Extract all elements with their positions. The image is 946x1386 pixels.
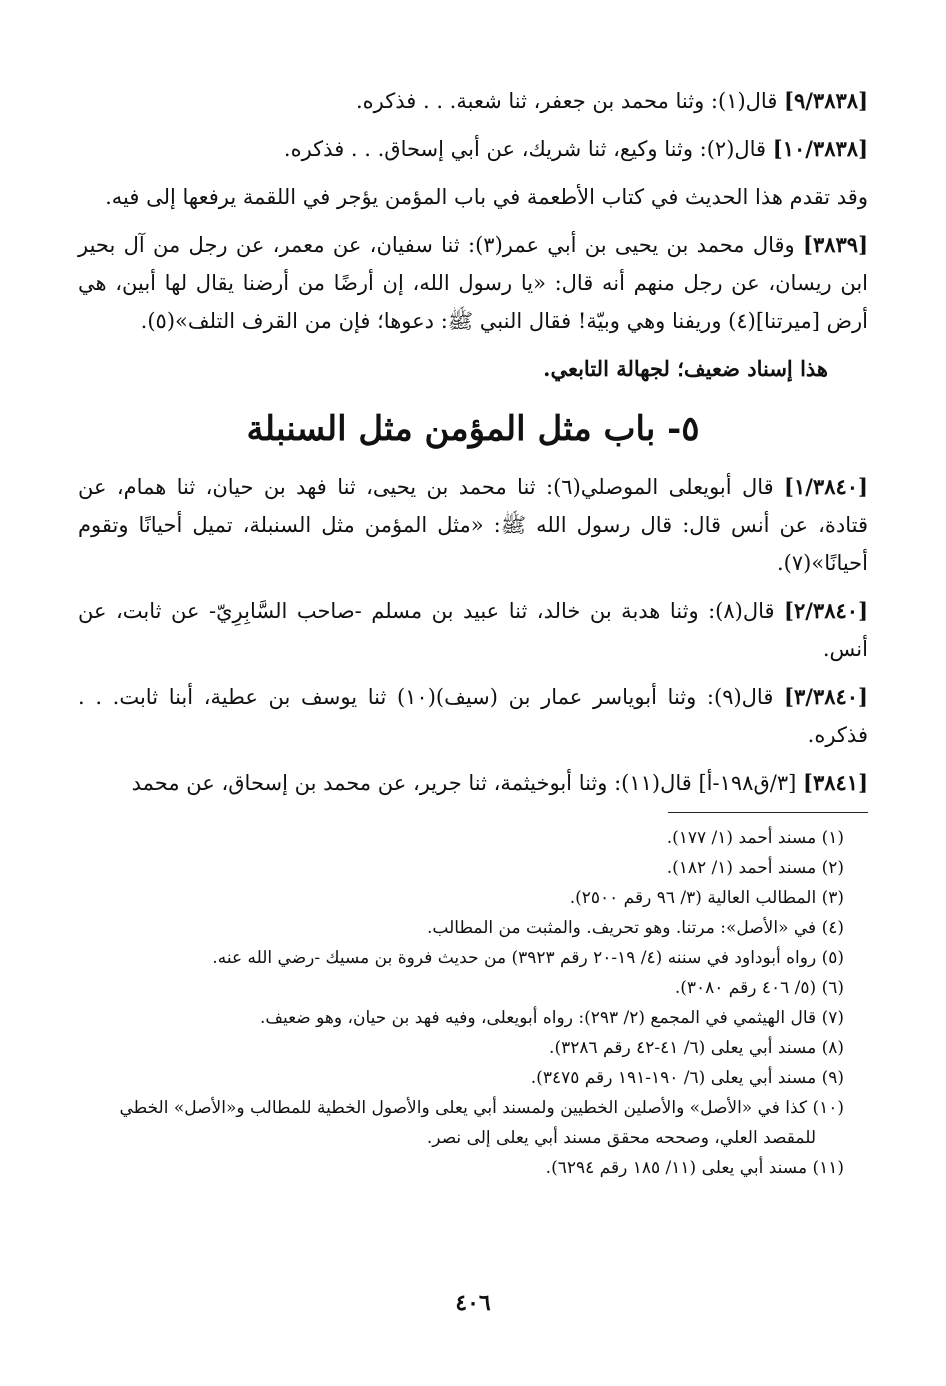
footnote: (١) مسند أحمد (١/ ١٧٧).: [666, 828, 844, 848]
hadith-text: وقال محمد بن يحيى بن أبي عمر(٣): ثنا سفيان، عن معمر، عن رجل من آل بحير ابن ريسان، عن رجل منهم أنه قال: «يا رسول الله، إن أرضًا من أرضنا يقال لها أبين، هي أرض [ميرتنا](٤) وريفنا وهي وبيّة! فقال النبي ﷺ: دعوها؛ فإن من القرف التلف»(٥).: [78, 233, 868, 333]
commentary-paragraph: [78, 178, 868, 216]
footnote: (٣) المطالب العالية (٣/ ٩٦ رقم ٢٥٠٠).: [569, 888, 844, 908]
book-page: [78, 82, 868, 1372]
footnote: (١٠) كذا في «الأصل» والأصلين الخطيين ولمسند أبي يعلى والأصول الخطية للمطالب و«الأصل» الخطي: [119, 1098, 844, 1118]
footnote-continuation: للمقصد العلي، وصححه محقق مسند أبي يعلى إلى نصر.: [426, 1128, 816, 1148]
hadith-text: قال(٩): وثنا أبوياسر عمار بن (سيف)(١٠) ثنا يوسف بن عطية، أبنا ثابت. . . فذكره.: [78, 685, 868, 747]
footnote: (١١) مسند أبي يعلى (١١/ ١٨٥ رقم ٦٢٩٤).: [545, 1158, 844, 1178]
footnotes: [78, 823, 868, 1183]
hadith-number: [٣/٣٨٤٠]: [784, 684, 868, 709]
hadith-number: [١٠/٣٨٣٨]: [772, 136, 868, 161]
hadith-number: [١/٣٨٤٠]: [784, 474, 868, 499]
footnote: (٦) (٥/ ٤٠٦ رقم ٣٠٨٠).: [674, 978, 844, 998]
hadith-paragraph: [78, 130, 868, 168]
hadith-paragraph: [78, 592, 868, 668]
footnote: (٥) رواه أبوداود في سننه (٤/ ١٩-٢٠ رقم ٣٩٢٣) من حديث فروة بن مسيك -رضي الله عنه.: [212, 948, 844, 968]
footnote: (٧) قال الهيثمي في المجمع (٢/ ٢٩٣): رواه أبويعلى، وفيه فهد بن حيان، وهو ضعيف.: [259, 1008, 844, 1028]
hadith-number: [٣٨٤١]: [803, 770, 868, 795]
hadith-paragraph: [78, 678, 868, 754]
commentary-text: وقد تقدم هذا الحديث في كتاب الأطعمة في باب المؤمن يؤجر في اللقمة يرفعها إلى فيه.: [105, 185, 868, 209]
chapter-title: ٥- باب مثل المؤمن مثل السنبلة: [246, 409, 700, 449]
hadith-number: [٢/٣٨٤٠]: [784, 598, 868, 623]
footnote-separator: [668, 812, 868, 813]
hadith-paragraph: [78, 226, 868, 340]
hadith-text: [٣/ق١٩٨-أ] قال(١١): وثنا أبوخيثمة، ثنا جرير، عن محمد بن إسحاق، عن محمد: [131, 771, 797, 795]
hadith-number: [٣٨٣٩]: [803, 232, 868, 257]
hadith-number: [٩/٣٨٣٨]: [784, 88, 868, 113]
hadith-paragraph: [78, 468, 868, 582]
hadith-paragraph: [78, 82, 868, 120]
footnote: (٩) مسند أبي يعلى (٦/ ١٩٠-١٩١ رقم ٣٤٧٥).: [530, 1068, 844, 1088]
hadith-text: قال(٨): وثنا هدبة بن خالد، ثنا عبيد بن مسلم -صاحب السَّابِرِيّ- عن ثابت، عن أنس.: [78, 599, 868, 661]
page-number: ٤٠٦: [455, 1290, 491, 1316]
hadith-paragraph: [78, 764, 868, 802]
hadith-text: قال(١): وثنا محمد بن جعفر، ثنا شعبة. . . فذكره.: [355, 89, 778, 113]
footnote: (٢) مسند أحمد (١/ ١٨٢).: [666, 858, 844, 878]
footnote: (٤) في «الأصل»: مرتنا. وهو تحريف. والمثبت من المطالب.: [427, 918, 844, 938]
footnote: (٨) مسند أبي يعلى (٦/ ٤١-٤٢ رقم ٣٢٨٦).: [549, 1038, 844, 1058]
hadith-text: قال أبويعلى الموصلي(٦): ثنا محمد بن يحيى، ثنا فهد بن حيان، ثنا همام، عن قتادة، عن أنس قال: قال رسول الله ﷺ: «مثل المؤمن مثل السنبلة، تميل أحيانًا وتقوم أحيانًا»(٧).: [78, 475, 868, 575]
grade-note: هذا إسناد ضعيف؛ لجهالة التابعي.: [543, 356, 828, 381]
hadith-text: قال(٢): وثنا وكيع، ثنا شريك، عن أبي إسحاق. . . فذكره.: [283, 137, 767, 161]
